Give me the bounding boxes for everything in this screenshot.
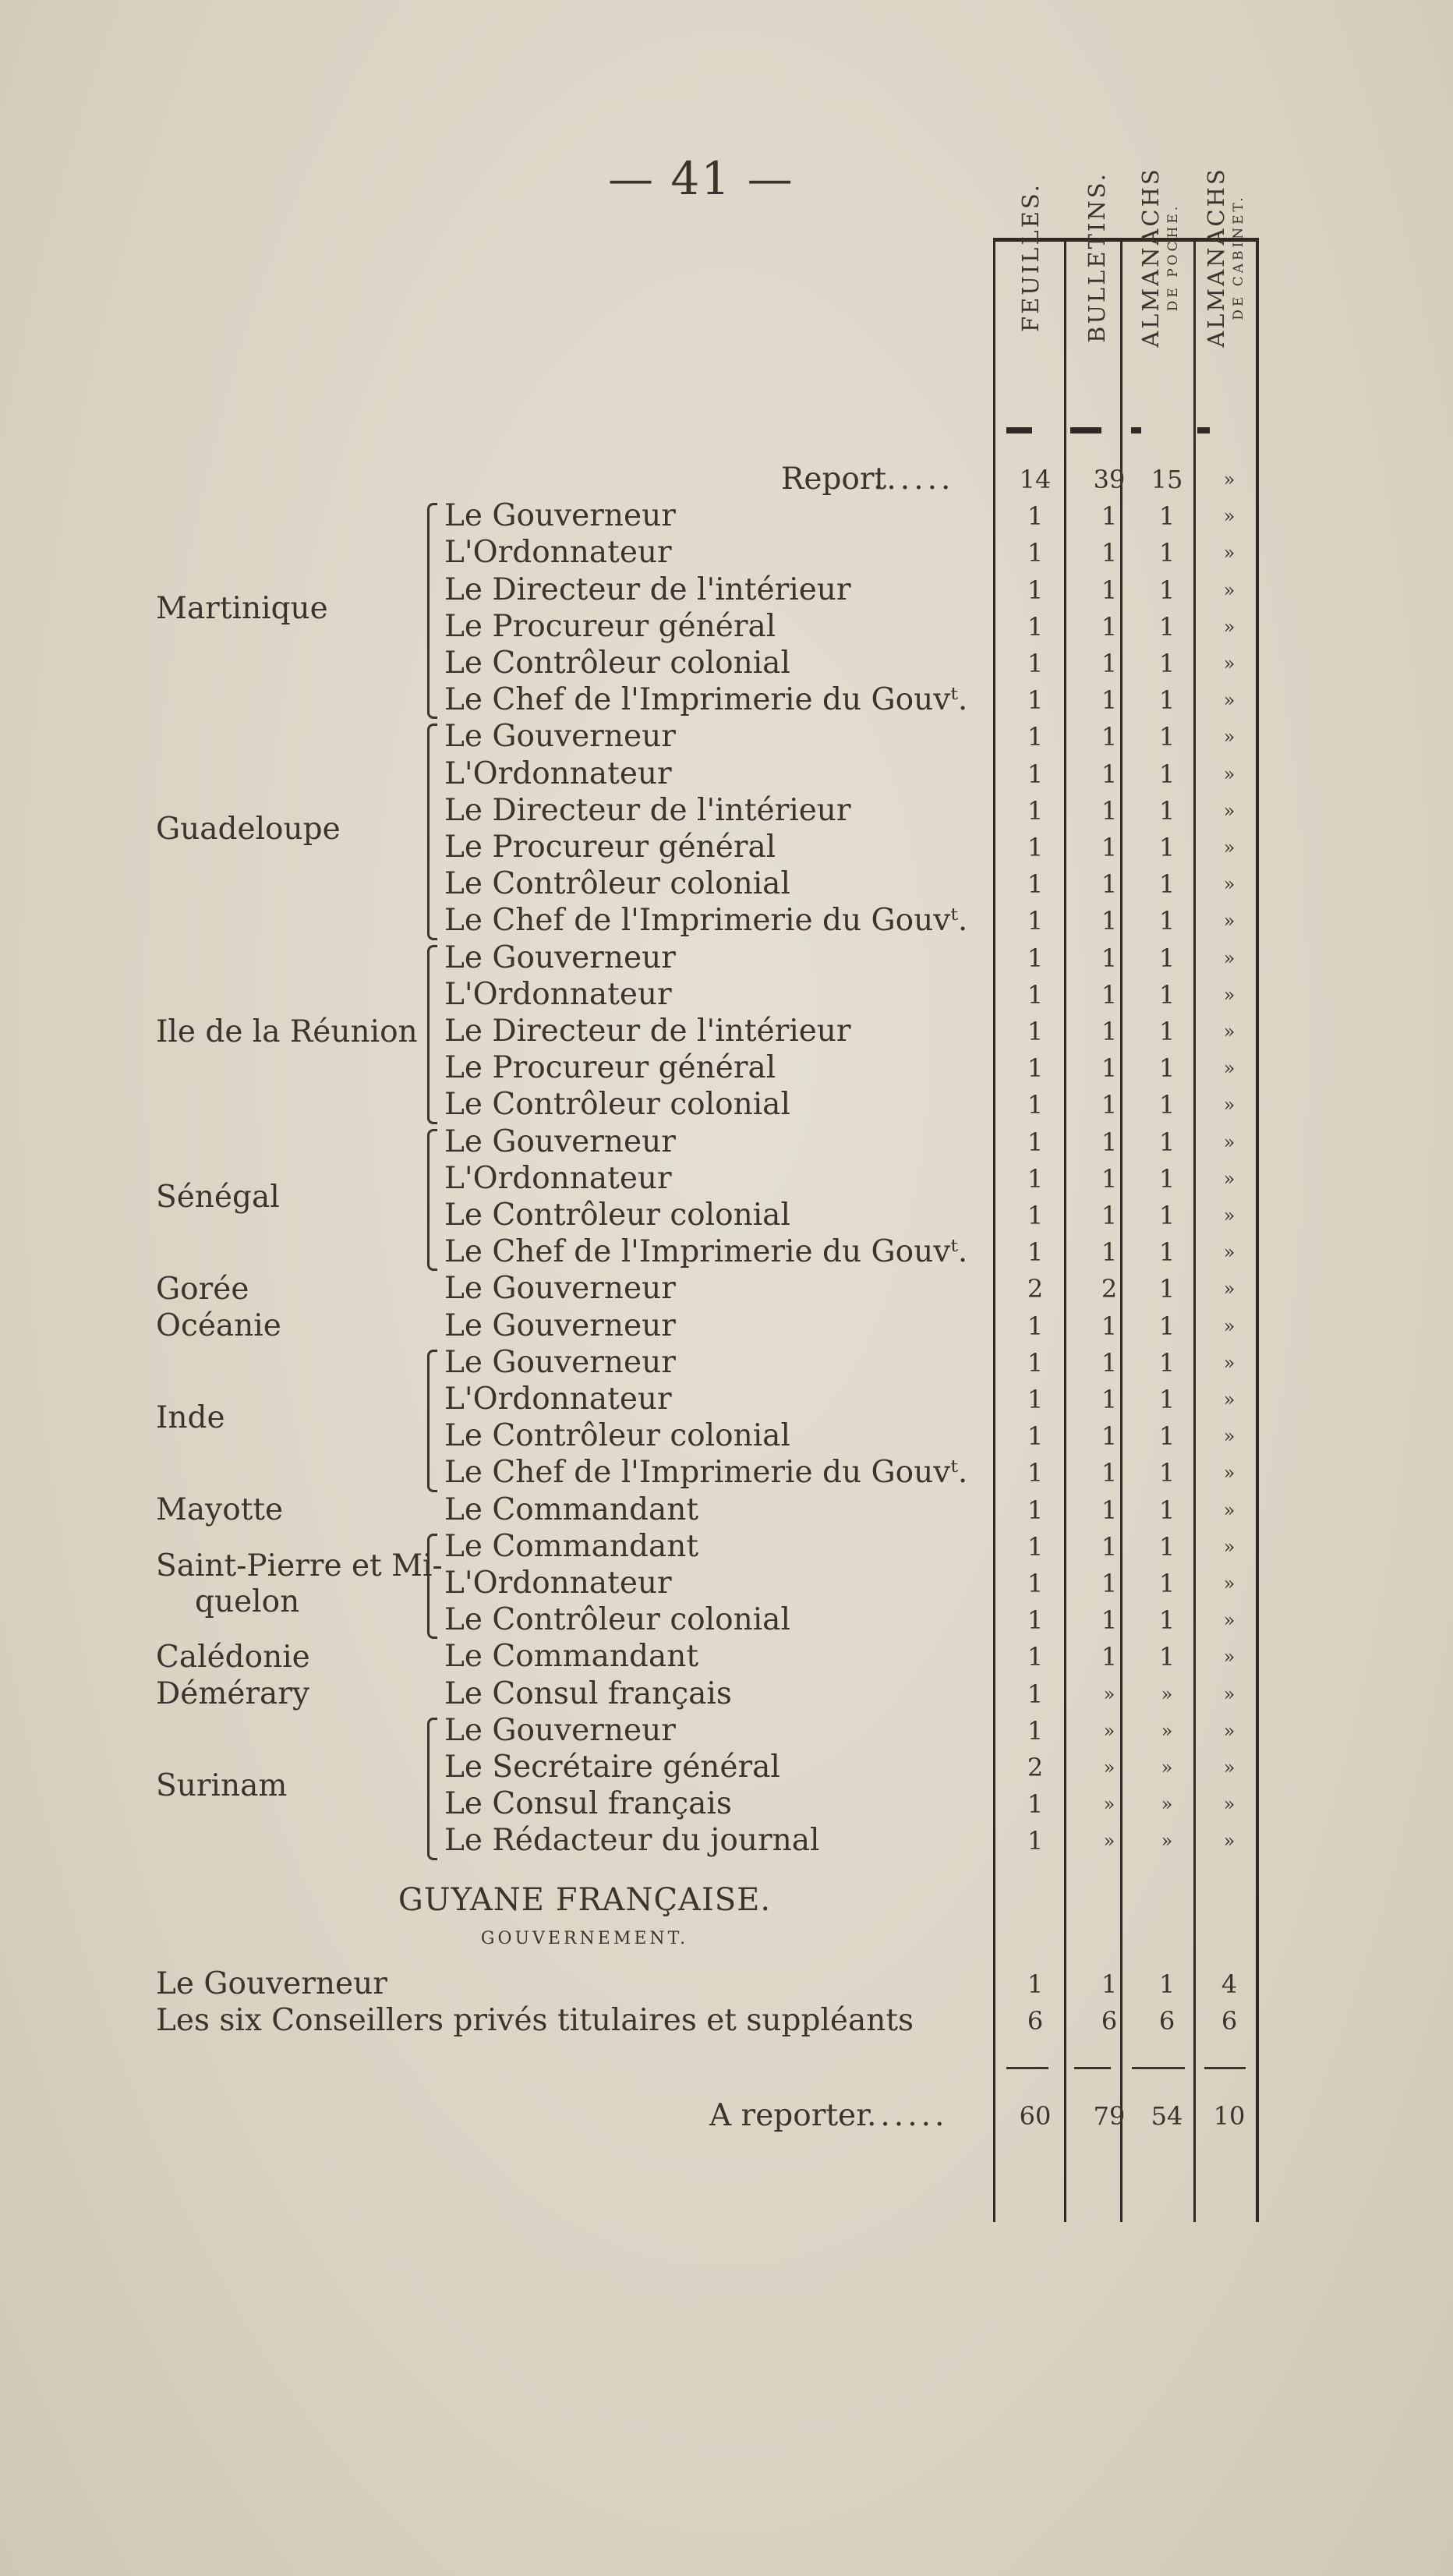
row-label: Le Directeur de l'intérieur xyxy=(444,571,851,607)
cell-value: » xyxy=(1223,689,1236,712)
cell-value: 15 xyxy=(1151,465,1183,494)
cell-value: 1 xyxy=(1027,1163,1044,1194)
cell-value: 1 xyxy=(1158,1605,1175,1636)
cell-value: 1 xyxy=(1158,538,1175,568)
cell-value: 1 xyxy=(1027,1237,1044,1268)
cell-value: 1 xyxy=(1027,1053,1044,1084)
cell-value: » xyxy=(1223,947,1236,969)
row-label: Le Chef de l'Imprimerie du Gouvᵗ. xyxy=(444,682,968,718)
row-label: Les six Conseillers privés titulaires et suppléants xyxy=(156,2002,914,2038)
cell-value: 2 xyxy=(1101,1274,1118,1304)
cell-value: 1 xyxy=(1101,1605,1118,1636)
cell-value: » xyxy=(1161,1830,1173,1852)
cell-value: 1 xyxy=(1101,1201,1118,1230)
cell-value: 1 xyxy=(1027,1789,1044,1820)
row-label: Le Commandant xyxy=(444,1528,699,1564)
cell-value: » xyxy=(1223,505,1236,528)
cell-value: 1 xyxy=(1027,1311,1044,1341)
row-label: Le Contrôleur colonial xyxy=(444,866,790,902)
cell-value: 1 xyxy=(1101,1531,1118,1562)
cell-value: 1 xyxy=(1101,906,1118,936)
table-row xyxy=(0,1087,1453,1123)
row-label: Le Contrôleur colonial xyxy=(444,1602,790,1638)
row-label: Le Gouverneur xyxy=(444,1344,676,1380)
cell-value: 1 xyxy=(1027,869,1044,900)
row-label: Le Contrôleur colonial xyxy=(444,1418,790,1454)
row-label: Le Commandant xyxy=(444,1491,699,1527)
cell-value: » xyxy=(1223,615,1236,638)
cell-value: 1 xyxy=(1027,1347,1044,1378)
total-row xyxy=(0,2098,1453,2134)
cell-value: 1 xyxy=(1101,575,1118,605)
cell-value: 1 xyxy=(1158,1347,1175,1378)
cell-value: 1 xyxy=(1158,685,1175,716)
table-row xyxy=(0,1823,1453,1859)
table-row xyxy=(0,498,1453,534)
cell-value: 1 xyxy=(1158,1237,1175,1268)
table-row xyxy=(0,866,1453,902)
group-name: quelon xyxy=(195,1583,300,1619)
cell-value: 6 xyxy=(1027,2005,1044,2036)
sum-rule xyxy=(1204,2067,1246,2069)
cell-value: 1 xyxy=(1101,1053,1118,1084)
row-label: Le Rédacteur du journal xyxy=(444,1823,820,1859)
cell-value: » xyxy=(1223,1205,1236,1226)
cell-value: 1 xyxy=(1158,1385,1175,1414)
column-header-title: ALMANACHS xyxy=(1137,167,1164,348)
row-label: Le Gouverneur xyxy=(444,719,676,755)
cell-value: 1 xyxy=(1158,943,1175,973)
table-row xyxy=(0,646,1453,681)
cell-value: 1 xyxy=(1101,1495,1118,1525)
cell-value: 1 xyxy=(1027,1458,1044,1488)
cell-value: 10 xyxy=(1213,2101,1246,2131)
column-header-subtitle: DE POCHE. xyxy=(1165,203,1181,312)
cell-value: 1 xyxy=(1158,1642,1175,1672)
cell-value: 1 xyxy=(1101,1127,1118,1157)
cell-value: » xyxy=(1223,1683,1236,1705)
table-row xyxy=(0,940,1453,976)
cell-value: 14 xyxy=(1019,465,1052,494)
cell-value: 2 xyxy=(1027,1274,1044,1304)
cell-value: 1 xyxy=(1158,979,1175,1010)
table-row xyxy=(0,1455,1453,1491)
cell-value: » xyxy=(1103,1683,1115,1705)
cell-value: » xyxy=(1161,1683,1173,1705)
section-subtitle: GOUVERNEMENT. xyxy=(480,1928,689,1948)
row-label: L'Ordonnateur xyxy=(444,535,672,571)
cell-value: » xyxy=(1223,1793,1236,1816)
row-label: Le Gouverneur xyxy=(444,498,676,534)
cell-value: 1 xyxy=(1158,722,1175,752)
sum-rule xyxy=(1132,2067,1185,2069)
brace xyxy=(427,503,437,719)
row-label: Le Gouverneur xyxy=(156,1966,387,2001)
cell-value: 1 xyxy=(1158,1969,1175,1999)
cell-value: » xyxy=(1103,1757,1115,1778)
group-name: Saint-Pierre et Mi- xyxy=(156,1548,443,1583)
cell-value: » xyxy=(1161,1757,1173,1778)
row-label: Le Gouverneur xyxy=(444,1712,676,1748)
report-row xyxy=(0,462,1453,497)
cell-value: » xyxy=(1223,1241,1236,1264)
cell-value: 1 xyxy=(1027,611,1044,642)
cell-value: 1 xyxy=(1027,1969,1044,1999)
table-row xyxy=(0,1234,1453,1270)
report-label: Report xyxy=(781,462,887,497)
row-label: L'Ordonnateur xyxy=(444,1566,672,1601)
cell-value: 1 xyxy=(1101,538,1118,568)
cell-value: » xyxy=(1223,1719,1236,1742)
table-row xyxy=(0,1050,1453,1086)
cell-value: 1 xyxy=(1158,795,1175,826)
cell-value: » xyxy=(1223,1057,1236,1080)
header-rule xyxy=(1131,427,1141,433)
table-row xyxy=(0,535,1453,571)
cell-value: 1 xyxy=(1101,1347,1118,1378)
group-name: Calédonie xyxy=(156,1640,310,1675)
row-label: Le Gouverneur xyxy=(444,1307,676,1343)
row-label: Le Gouverneur xyxy=(444,939,676,975)
row-label: Le Contrôleur colonial xyxy=(444,1087,790,1123)
cell-value: 60 xyxy=(1019,2101,1052,2131)
cell-value: » xyxy=(1223,1351,1236,1374)
row-label: Le Consul français xyxy=(444,1786,732,1822)
cell-value: » xyxy=(1223,1389,1236,1410)
cell-value: 1 xyxy=(1027,538,1044,568)
cell-value: » xyxy=(1223,1021,1236,1042)
brace xyxy=(427,1718,437,1860)
row-label: Le Contrôleur colonial xyxy=(444,1198,790,1233)
row-label: Le Directeur de l'intérieur xyxy=(444,792,851,828)
group-name: Mayotte xyxy=(156,1492,284,1528)
cell-value: 1 xyxy=(1158,1458,1175,1488)
cell-value: 1 xyxy=(1158,1421,1175,1452)
cell-value: 1 xyxy=(1158,1495,1175,1525)
cell-value: » xyxy=(1223,1535,1236,1558)
column-header xyxy=(1078,94,1114,421)
cell-value: 1 xyxy=(1027,833,1044,862)
cell-value: 1 xyxy=(1027,1531,1044,1562)
cell-value: 1 xyxy=(1101,1642,1118,1672)
cell-value: 1 xyxy=(1027,685,1044,716)
cell-value: 1 xyxy=(1158,1201,1175,1230)
cell-value: » xyxy=(1103,1719,1115,1742)
row-label: Le Chef de l'Imprimerie du Gouvᵗ. xyxy=(444,1234,968,1270)
cell-value: 1 xyxy=(1158,611,1175,642)
cell-value: 1 xyxy=(1027,722,1044,752)
cell-value: 1 xyxy=(1101,649,1118,678)
cell-value: » xyxy=(1103,1830,1115,1852)
cell-value: 1 xyxy=(1027,759,1044,789)
cell-value: 1 xyxy=(1101,1237,1118,1268)
cell-value: » xyxy=(1223,542,1236,564)
group-name: Démérary xyxy=(156,1676,309,1712)
table-row xyxy=(0,719,1453,755)
cell-value: » xyxy=(1223,1425,1236,1448)
cell-value: » xyxy=(1223,469,1236,490)
cell-value: » xyxy=(1223,873,1236,896)
table-row xyxy=(0,1345,1453,1381)
cell-value: » xyxy=(1223,1757,1236,1778)
header-rule xyxy=(1006,427,1032,433)
cell-value: 1 xyxy=(1101,1458,1118,1488)
cell-value: 1 xyxy=(1027,1421,1044,1452)
row-label: L'Ordonnateur xyxy=(444,1160,672,1196)
cell-value: » xyxy=(1223,653,1236,674)
cell-value: 1 xyxy=(1101,943,1118,973)
row-label: Le Chef de l'Imprimerie du Gouvᵗ. xyxy=(444,1455,968,1491)
brace xyxy=(427,1534,437,1640)
cell-value: 1 xyxy=(1158,1127,1175,1157)
cell-value: 1 xyxy=(1027,1090,1044,1120)
cell-value: 1 xyxy=(1027,1201,1044,1230)
group-name: Martinique xyxy=(156,590,328,626)
cell-value: 1 xyxy=(1101,1385,1118,1414)
row-label: Le Directeur de l'intérieur xyxy=(444,1014,851,1049)
cell-value: » xyxy=(1161,1719,1173,1742)
cell-value: 1 xyxy=(1027,575,1044,605)
table-row xyxy=(0,1124,1453,1160)
cell-value: 1 xyxy=(1027,795,1044,826)
cell-value: 1 xyxy=(1158,1017,1175,1046)
cell-value: 1 xyxy=(1101,1421,1118,1452)
group-name: Gorée xyxy=(156,1272,249,1307)
cell-value: 1 xyxy=(1101,501,1118,532)
cell-value: 79 xyxy=(1093,2101,1126,2131)
cell-value: 6 xyxy=(1221,2005,1238,2036)
row-label: L'Ordonnateur xyxy=(444,976,672,1012)
cell-value: » xyxy=(1103,1793,1115,1816)
dot-leader: ...... xyxy=(873,462,955,497)
cell-value: 1 xyxy=(1101,611,1118,642)
cell-value: » xyxy=(1223,1131,1236,1153)
group-name: Inde xyxy=(156,1400,225,1436)
cell-value: » xyxy=(1223,983,1236,1006)
column-header-title: ALMANACHS xyxy=(1203,167,1229,348)
row-label: Le Procureur général xyxy=(444,1050,776,1086)
table-row xyxy=(0,2003,1453,2039)
cell-value: 1 xyxy=(1158,1569,1175,1598)
cell-value: 1 xyxy=(1158,833,1175,862)
cell-value: 1 xyxy=(1101,1969,1118,1999)
cell-value: 1 xyxy=(1027,1495,1044,1525)
header-rule xyxy=(1197,427,1210,433)
table-row xyxy=(0,977,1453,1013)
cell-value: 1 xyxy=(1158,649,1175,678)
cell-value: » xyxy=(1223,726,1236,748)
header-rule xyxy=(1070,427,1101,433)
cell-value: 1 xyxy=(1027,1642,1044,1672)
row-label: Le Procureur général xyxy=(444,830,776,865)
cell-value: » xyxy=(1161,1793,1173,1816)
column-header xyxy=(1012,94,1048,421)
cell-value: » xyxy=(1223,837,1236,858)
sum-rule xyxy=(1074,2067,1111,2069)
row-label: Le Contrôleur colonial xyxy=(444,646,790,681)
cell-value: 1 xyxy=(1027,906,1044,936)
cell-value: 1 xyxy=(1101,979,1118,1010)
column-header xyxy=(1137,94,1181,421)
cell-value: 6 xyxy=(1101,2005,1118,2036)
cell-value: 1 xyxy=(1158,1531,1175,1562)
brace xyxy=(427,945,437,1124)
cell-value: 1 xyxy=(1101,685,1118,716)
cell-value: 1 xyxy=(1027,1715,1044,1746)
cell-value: 2 xyxy=(1027,1753,1044,1782)
cell-value: 1 xyxy=(1027,979,1044,1010)
table-row xyxy=(0,1966,1453,2002)
cell-value: » xyxy=(1223,1499,1236,1521)
cell-value: » xyxy=(1223,579,1236,601)
cell-value: 1 xyxy=(1027,1605,1044,1636)
cell-value: 1 xyxy=(1101,1163,1118,1194)
cell-value: » xyxy=(1223,799,1236,822)
cell-value: » xyxy=(1223,1167,1236,1190)
cell-value: 1 xyxy=(1027,1679,1044,1709)
cell-value: 4 xyxy=(1221,1969,1238,1999)
cell-value: » xyxy=(1223,1278,1236,1300)
section-title: GUYANE FRANÇAISE. xyxy=(398,1881,772,1918)
row-label: Le Chef de l'Imprimerie du Gouvᵗ. xyxy=(444,903,968,939)
cell-value: 1 xyxy=(1101,722,1118,752)
table-row xyxy=(0,903,1453,939)
group-name: Océanie xyxy=(156,1308,281,1344)
cell-value: 1 xyxy=(1027,1569,1044,1598)
cell-value: 1 xyxy=(1158,501,1175,532)
cell-value: » xyxy=(1223,1646,1236,1668)
row-label: Le Consul français xyxy=(444,1675,732,1711)
page-number: — 41 — xyxy=(608,152,794,205)
column-header-title: BULLETINS. xyxy=(1084,172,1110,343)
row-label: Le Procureur général xyxy=(444,608,776,644)
column-header-subtitle: DE CABINET. xyxy=(1231,194,1246,320)
dot-leader: ...... xyxy=(867,2098,949,2133)
cell-value: 1 xyxy=(1158,1274,1175,1304)
brace xyxy=(427,1350,437,1492)
cell-value: 1 xyxy=(1158,869,1175,900)
cell-value: 1 xyxy=(1158,759,1175,789)
cell-value: 1 xyxy=(1027,501,1044,532)
cell-value: 1 xyxy=(1027,1127,1044,1157)
column-header xyxy=(1203,94,1246,421)
cell-value: 1 xyxy=(1101,1311,1118,1341)
cell-value: » xyxy=(1223,1462,1236,1484)
cell-value: 1 xyxy=(1027,943,1044,973)
row-label: L'Ordonnateur xyxy=(444,1382,672,1417)
cell-value: 1 xyxy=(1101,759,1118,789)
cell-value: » xyxy=(1223,1609,1236,1632)
row-label: Le Gouverneur xyxy=(444,1123,676,1159)
cell-value: 1 xyxy=(1027,1017,1044,1046)
cell-value: 1 xyxy=(1101,1569,1118,1598)
sum-rule xyxy=(1006,2067,1048,2069)
cell-value: » xyxy=(1223,1573,1236,1594)
cell-value: 1 xyxy=(1101,795,1118,826)
cell-value: 1 xyxy=(1027,1826,1044,1856)
cell-value: 1 xyxy=(1158,906,1175,936)
group-name: Guadeloupe xyxy=(156,812,341,847)
group-name: Surinam xyxy=(156,1768,288,1804)
cell-value: 1 xyxy=(1101,869,1118,900)
table-row xyxy=(0,1713,1453,1749)
cell-value: 1 xyxy=(1158,1090,1175,1120)
brace xyxy=(427,724,437,939)
cell-value: » xyxy=(1223,910,1236,932)
cell-value: 1 xyxy=(1027,649,1044,678)
row-label: Le Commandant xyxy=(444,1639,699,1675)
cell-value: 1 xyxy=(1101,1017,1118,1046)
table-row xyxy=(0,682,1453,718)
group-name: Ile de la Réunion xyxy=(156,1014,418,1049)
cell-value: » xyxy=(1223,763,1236,785)
group-name: Sénégal xyxy=(156,1180,280,1215)
total-label: A reporter xyxy=(709,2098,871,2133)
cell-value: 1 xyxy=(1158,1163,1175,1194)
cell-value: 39 xyxy=(1093,465,1126,494)
brace xyxy=(427,1129,437,1272)
cell-value: 1 xyxy=(1158,1053,1175,1084)
cell-value: » xyxy=(1223,1315,1236,1337)
cell-value: 1 xyxy=(1027,1385,1044,1414)
cell-value: 1 xyxy=(1101,833,1118,862)
cell-value: 6 xyxy=(1158,2005,1175,2036)
row-label: L'Ordonnateur xyxy=(444,755,672,791)
cell-value: » xyxy=(1223,1830,1236,1852)
cell-value: » xyxy=(1223,1094,1236,1116)
row-label: Le Secrétaire général xyxy=(444,1750,780,1785)
cell-value: 1 xyxy=(1158,575,1175,605)
cell-value: 1 xyxy=(1101,1090,1118,1120)
table-row xyxy=(0,756,1453,792)
row-label: Le Gouverneur xyxy=(444,1271,676,1307)
cell-value: 1 xyxy=(1158,1311,1175,1341)
column-header-title: FEUILLES. xyxy=(1017,182,1044,332)
cell-value: 54 xyxy=(1151,2101,1183,2131)
